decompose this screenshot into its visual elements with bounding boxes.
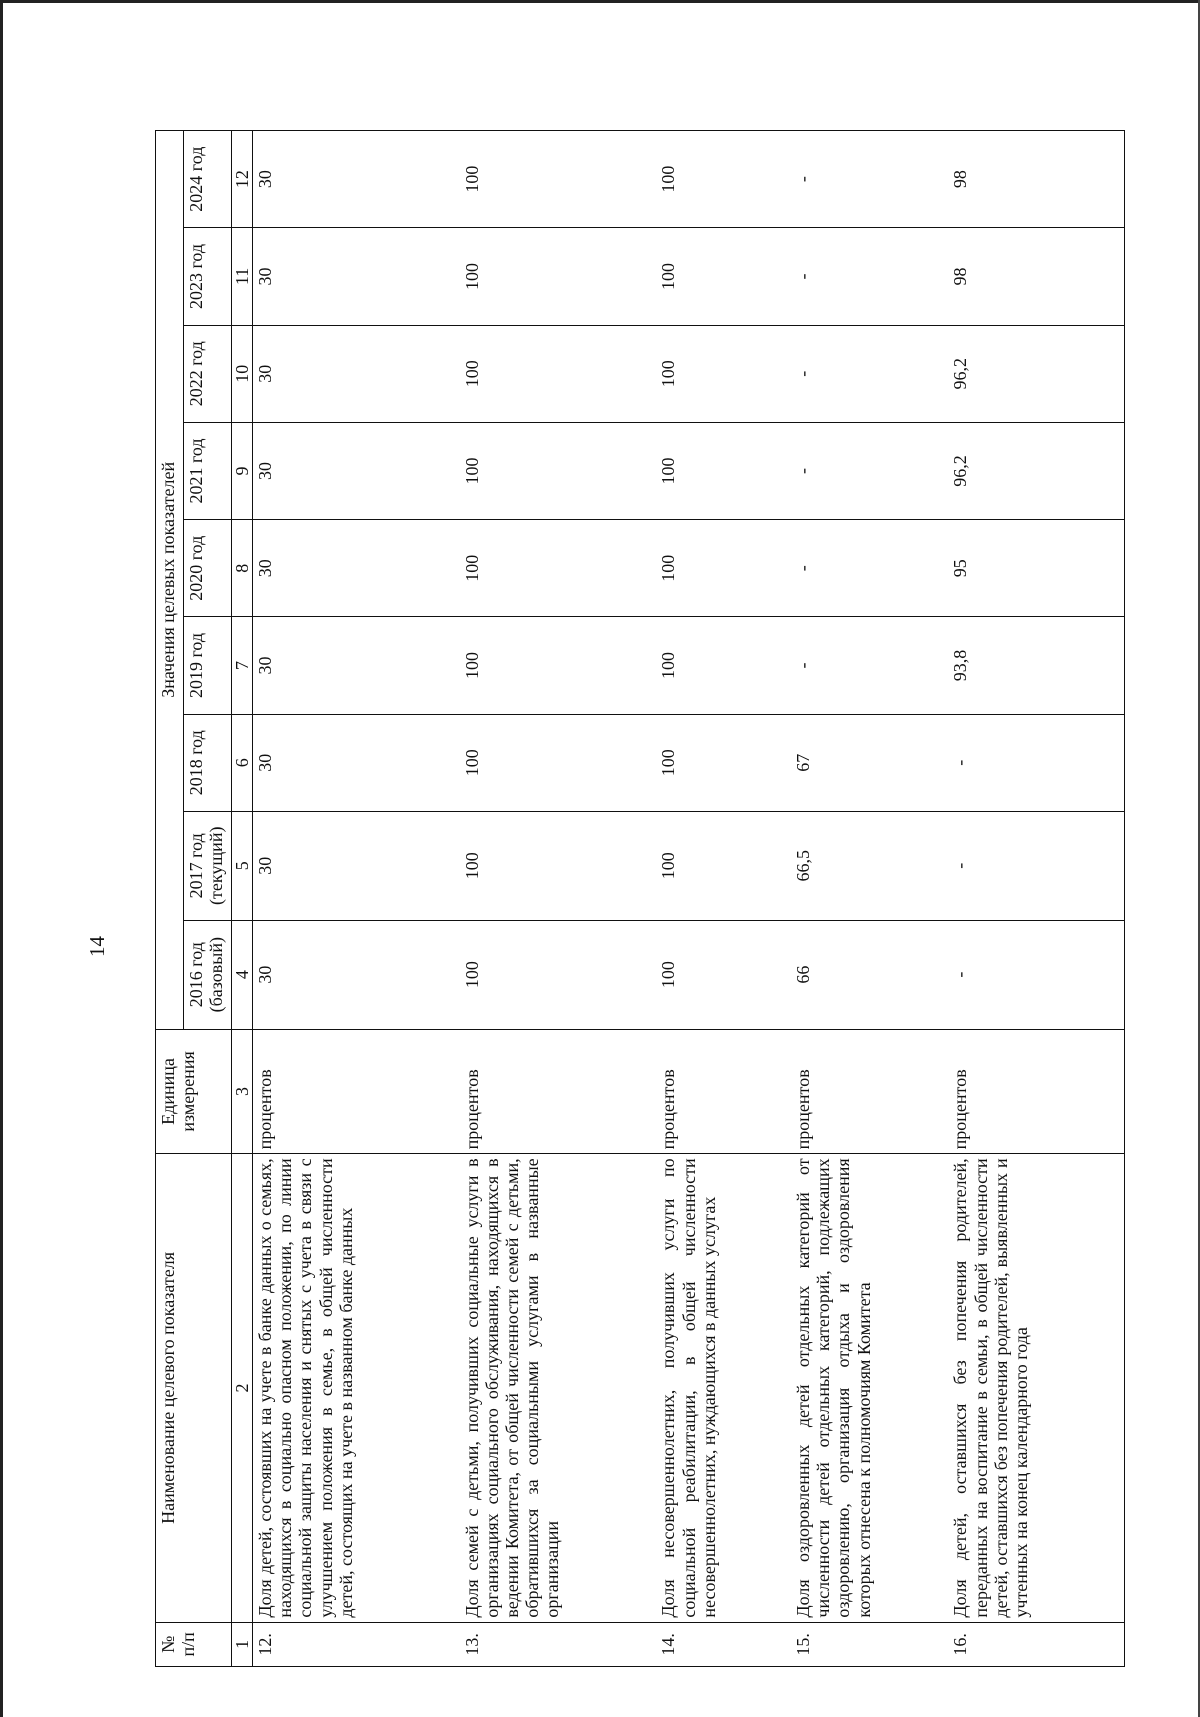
indicator-value: 100: [460, 811, 657, 920]
table-row: [460, 131, 657, 1667]
indicator-value: -: [791, 228, 948, 325]
indicators-table: [155, 130, 1125, 1667]
indicator-value: 93,8: [948, 617, 1124, 714]
header-values-group: Значения целевых показателей: [156, 131, 184, 1030]
header-year: 2024 год: [184, 131, 232, 228]
indicator-value: 30: [253, 811, 460, 920]
indicator-value: 100: [656, 617, 791, 714]
indicator-value: 30: [253, 422, 460, 519]
header-year: 2023 год: [184, 228, 232, 325]
indicator-value: -: [948, 920, 1124, 1029]
indicator-value: 95: [948, 520, 1124, 617]
row-number: 14.: [656, 1622, 791, 1666]
indicator-value: 100: [656, 520, 791, 617]
indicator-value: -: [948, 714, 1124, 811]
table-row: [948, 131, 1124, 1667]
indicator-unit: процентов: [253, 1029, 460, 1154]
indicator-value: 66: [791, 920, 948, 1029]
indicator-name: Доля детей, оставшихся без попечения родителей, переданных на воспитание в семьи, в общей численности детей, оставшихся без попечения родителей, выявленных и учтенных на конец календарного года: [948, 1154, 1124, 1622]
scan-edge-top: [0, 0, 1200, 3]
indicator-value: -: [948, 811, 1124, 920]
indicator-value: 98: [948, 228, 1124, 325]
header-year: 2021 год: [184, 422, 232, 519]
column-number: 11: [232, 228, 253, 325]
column-number: 7: [232, 617, 253, 714]
indicator-value: 100: [460, 422, 657, 519]
indicator-unit: процентов: [656, 1029, 791, 1154]
indicator-value: 30: [253, 617, 460, 714]
indicator-name: Доля семей с детьми, получивших социальные услуги в организациях социального обслуживания, находящихся в ведении Комитета, от общей численности семей с детьми, обратившихся за социальными услугами в названные организации: [460, 1154, 657, 1622]
column-number: 9: [232, 422, 253, 519]
indicator-value: 100: [460, 325, 657, 422]
column-number: 1: [232, 1622, 253, 1666]
indicator-value: 100: [656, 422, 791, 519]
row-number: 12.: [253, 1622, 460, 1666]
rotated-page: [0, 89, 1200, 1717]
header-name: Наименование целевого показателя: [156, 1154, 232, 1622]
indicator-value: 100: [460, 920, 657, 1029]
header-year: 2017 год (текущий): [184, 811, 232, 920]
indicator-value: -: [791, 617, 948, 714]
header-year: 2018 год: [184, 714, 232, 811]
indicator-value: 98: [948, 131, 1124, 228]
indicator-value: 67: [791, 714, 948, 811]
indicator-value: 100: [460, 714, 657, 811]
indicator-value: 100: [460, 520, 657, 617]
table-row: [656, 131, 791, 1667]
page-number: 14: [85, 936, 109, 957]
header-year: 2020 год: [184, 520, 232, 617]
column-number: 3: [232, 1029, 253, 1154]
indicator-value: 66,5: [791, 811, 948, 920]
header-year: 2022 год: [184, 325, 232, 422]
row-number: 16.: [948, 1622, 1124, 1666]
indicator-value: 96,2: [948, 422, 1124, 519]
table-row: [253, 131, 460, 1667]
indicator-unit: процентов: [791, 1029, 948, 1154]
indicator-value: 96,2: [948, 325, 1124, 422]
header-unit: Единица измерения: [156, 1029, 232, 1154]
indicator-value: -: [791, 325, 948, 422]
indicator-name: Доля детей, состоявших на учете в банке данных о семьях, находящихся в социально опасном положении, по линии социальной защиты населения и снятых с учета в связи с улучшением положения в семье, в общей численности детей, состоящих на учете в названном банке данных: [253, 1154, 460, 1622]
indicator-value: 100: [656, 131, 791, 228]
indicator-value: 30: [253, 520, 460, 617]
column-number: 8: [232, 520, 253, 617]
indicator-value: -: [791, 131, 948, 228]
indicator-value: 30: [253, 131, 460, 228]
column-number: 4: [232, 920, 253, 1029]
indicator-value: -: [791, 422, 948, 519]
row-number: 15.: [791, 1622, 948, 1666]
header-year: 2019 год: [184, 617, 232, 714]
indicator-unit: процентов: [460, 1029, 657, 1154]
indicator-name: Доля несовершеннолетних, получивших услуги по социальной реабилитации, в общей численности несовершеннолетних, нуждающихся в данных услугах: [656, 1154, 791, 1622]
indicator-value: 30: [253, 325, 460, 422]
column-number: 10: [232, 325, 253, 422]
indicator-value: 100: [460, 131, 657, 228]
indicator-value: -: [791, 520, 948, 617]
indicator-value: 100: [656, 228, 791, 325]
indicator-value: 100: [656, 714, 791, 811]
indicator-unit: процентов: [948, 1029, 1124, 1154]
column-number: 12: [232, 131, 253, 228]
indicator-value: 100: [656, 920, 791, 1029]
header-year: 2016 год (базовый): [184, 920, 232, 1029]
row-number: 13.: [460, 1622, 657, 1666]
indicator-value: 100: [460, 617, 657, 714]
indicator-value: 30: [253, 920, 460, 1029]
indicator-name: Доля оздоровленных детей отдельных категорий от численности детей отдельных категорий, подлежащих оздоровлению, организация отдыха и оздоровления которых отнесена к полномочиям Комитета: [791, 1154, 948, 1622]
column-number: 5: [232, 811, 253, 920]
indicator-value: 30: [253, 228, 460, 325]
indicator-value: 100: [656, 325, 791, 422]
column-number: 2: [232, 1154, 253, 1622]
column-number: 6: [232, 714, 253, 811]
table-row: [791, 131, 948, 1667]
indicator-value: 100: [656, 811, 791, 920]
header-no: № п/п: [156, 1622, 232, 1666]
indicator-value: 30: [253, 714, 460, 811]
indicator-value: 100: [460, 228, 657, 325]
